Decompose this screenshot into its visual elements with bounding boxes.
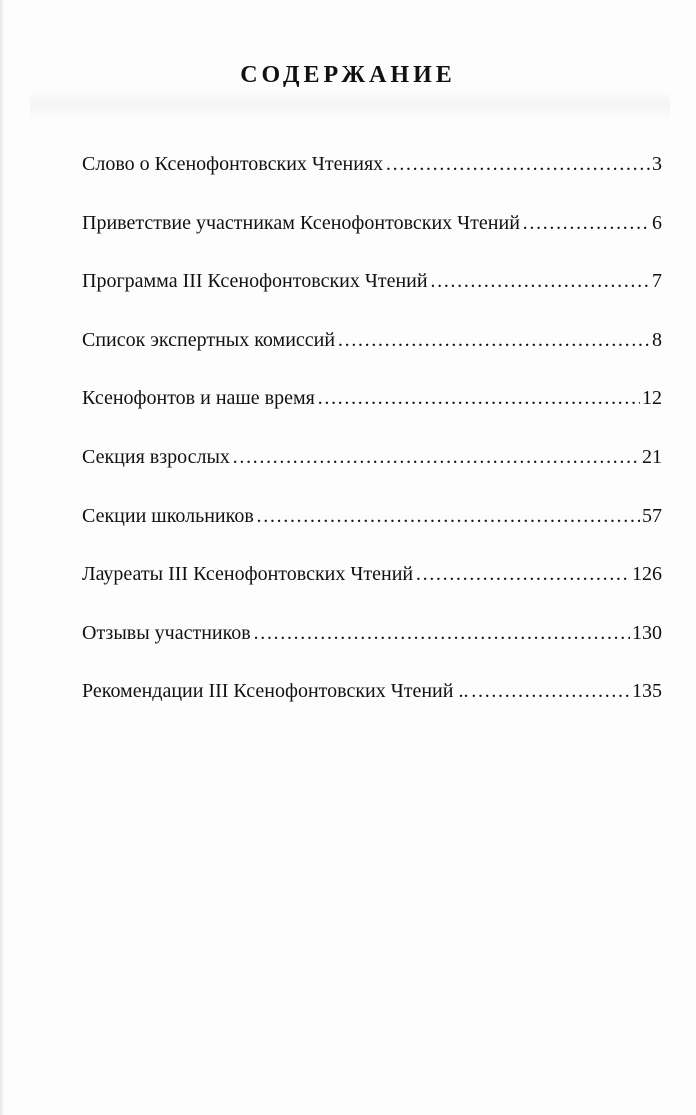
toc-dot-leader [470,680,630,703]
toc-entry-label: Программа III Ксенофонтовских Чтений [82,270,428,293]
toc-page-number: 6 [652,211,662,234]
toc-page-number: 7 [652,270,662,293]
toc-entry-label: Секция взрослых [82,445,230,468]
toc-entry [82,270,662,329]
toc-entry [82,387,662,446]
page-title: СОДЕРЖАНИЕ [240,62,456,88]
toc-page-number: 8 [652,328,662,351]
toc-entry-label: Список экспертных комиссий [82,328,336,351]
toc-entry-label: Ксенофонтов и наше время [82,387,315,410]
table-of-contents [82,153,662,739]
toc-page-number: 3 [652,153,662,175]
toc-entry-label: Слово о Ксенофонтовских Чтениях [82,153,384,175]
scan-smudge [30,90,670,120]
toc-dot-leader [337,329,650,352]
toc-entry-label: Приветствие участникам Ксенофонтовских Чтений [82,211,520,234]
toc-page-number: 57 [642,504,662,527]
toc-entry [82,563,662,622]
toc-entry [82,212,662,271]
toc-page-number: 21 [642,445,662,468]
toc-dot-leader [415,563,630,586]
toc-entry [82,505,662,564]
toc-dot-leader [522,212,650,235]
toc-dot-leader [256,505,640,528]
toc-entry [82,153,662,212]
toc-entry-label: Отзывы участников [82,621,251,644]
scan-edge-shadow [0,0,4,1115]
toc-dot-leader [430,270,650,293]
toc-page-number: 126 [632,563,662,586]
toc-dot-leader [385,153,650,176]
toc-page-number: 12 [642,387,662,410]
toc-entry [82,622,662,681]
toc-entry [82,446,662,505]
toc-entry-label: Лауреаты III Ксенофонтовских Чтений [82,563,414,586]
toc-dot-leader [232,446,640,469]
toc-entry [82,680,662,739]
toc-dot-leader [253,622,630,645]
toc-entry [82,329,662,388]
toc-dot-leader [317,387,640,410]
toc-page-number: 135 [632,680,662,703]
toc-entry-label: Секции школьников [82,504,254,527]
toc-page-number: 130 [632,621,662,644]
toc-entry-label: Рекомендации III Ксенофонтовских Чтений .. [82,680,469,703]
